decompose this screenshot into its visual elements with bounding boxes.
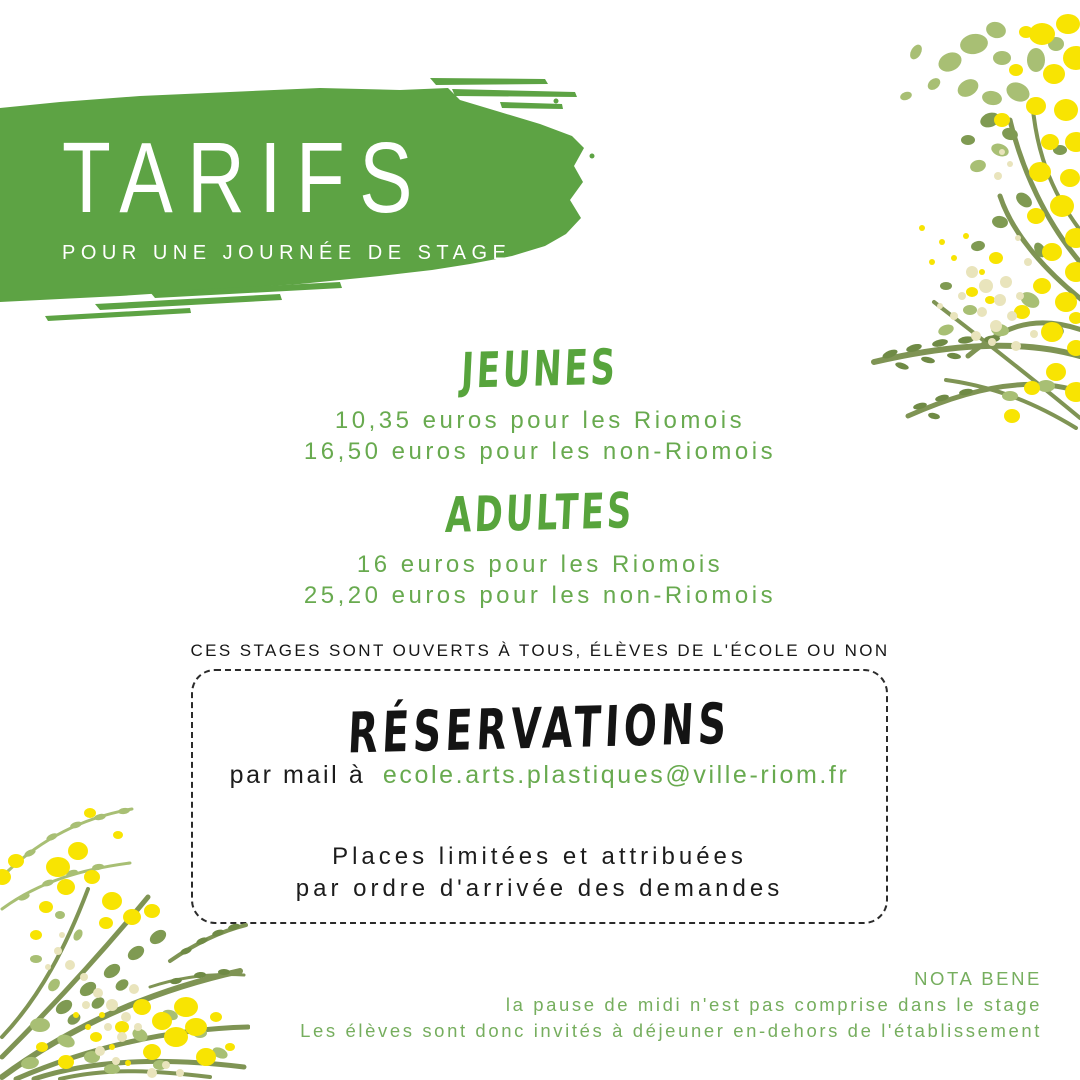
mail-prefix-label: par mail à <box>229 761 366 789</box>
page-subtitle: POUR UNE JOURNÉE DE STAGE <box>62 242 512 264</box>
pricing-section-jeunes <box>0 338 1080 467</box>
reservation-box <box>191 669 888 924</box>
jeunes-price-non-riomois: 16,50 euros pour les non-Riomois <box>303 438 777 465</box>
reservation-email-link[interactable]: ecole.arts.plastiques@ville-riom.fr <box>382 761 850 789</box>
places-line-1: Places limitées et attribuées <box>332 843 747 870</box>
floral-decoration-bottom-left <box>0 775 250 1080</box>
adultes-heading: ADULTES <box>444 482 636 545</box>
jeunes-heading: JEUNES <box>460 338 620 401</box>
places-line-2: par ordre d'arrivée des demandes <box>295 875 784 902</box>
nota-bene-line-1: la pause de midi n'est pas comprise dans le stage <box>505 994 1042 1015</box>
nota-bene <box>122 966 1042 1044</box>
nota-bene-line-2: Les élèves sont donc invités à déjeuner en-dehors de l'établissement <box>300 1020 1042 1041</box>
jeunes-price-riomois: 10,35 euros pour les Riomois <box>334 407 746 434</box>
adultes-price-non-riomois: 25,20 euros pour les non-Riomois <box>303 582 777 609</box>
pricing-section-adultes <box>0 482 1080 611</box>
places-note <box>193 841 886 905</box>
nota-bene-label: NOTA BENE <box>914 968 1042 989</box>
reservation-title: RÉSERVATIONS <box>346 690 733 767</box>
open-to-all-note: CES STAGES SONT OUVERTS À TOUS, ÉLÈVES DE L'ÉCOLE OU NON <box>190 641 890 660</box>
header <box>62 122 518 265</box>
adultes-price-riomois: 16 euros pour les Riomois <box>356 551 724 578</box>
page-title: TARIFS <box>62 122 427 234</box>
reservation-mail-line <box>193 761 886 790</box>
